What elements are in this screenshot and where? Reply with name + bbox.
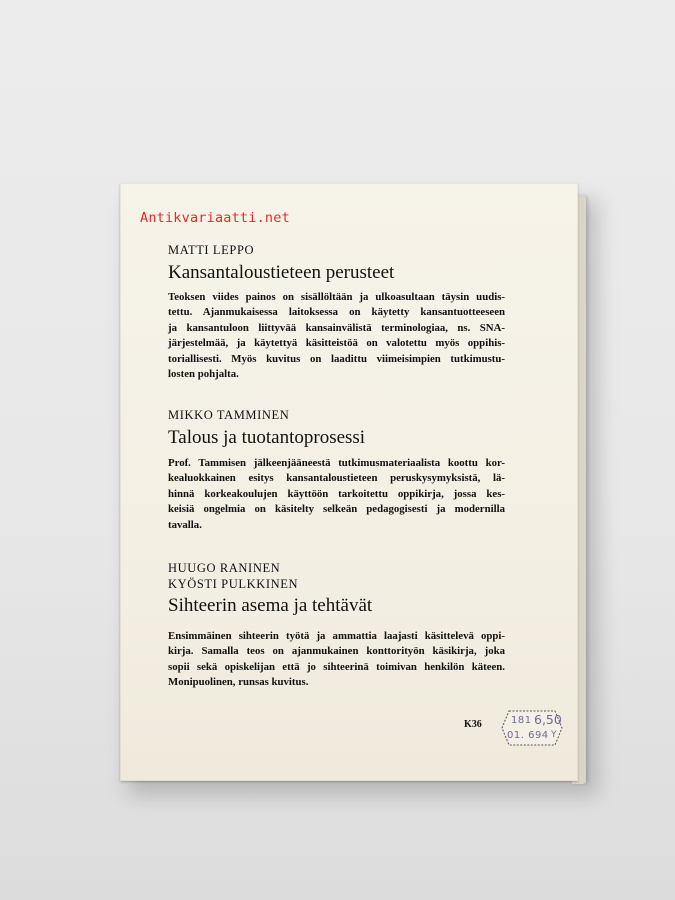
section-1-author: MATTI LEPPO bbox=[168, 243, 255, 257]
section-3-description bbox=[168, 629, 505, 691]
price-value: 6,50 bbox=[534, 712, 562, 727]
section-2-author: MIKKO TAMMINEN bbox=[168, 408, 290, 422]
section-1-line: ja kansantuloon liittyvää kansainvälistä terminologiaa, ns. SNA- bbox=[168, 321, 505, 334]
section-2-line: kealuokkainen esitys kansantaloustieteen peruskysymyksistä, lä- bbox=[168, 472, 505, 485]
section-1-line: Teoksen viides painos on sisällöltään ja ulkoasultaan täysin uudis- bbox=[168, 291, 505, 303]
section-2-line: tavalla. bbox=[168, 518, 202, 531]
section-3-title: Sihteerin asema ja tehtävät bbox=[168, 595, 373, 616]
section-3-line: sopii sekä opiskelijan että jo sihteerinä toimivan henkilön käteen. bbox=[168, 660, 505, 673]
section-3-author-1: HUUGO RANINEN bbox=[168, 561, 281, 575]
price-line2-right: Y bbox=[551, 730, 557, 740]
section-1-line: toriallisesti. Myös kuvitus on laadittu viimeisimpien tutkimustu- bbox=[168, 352, 505, 365]
section-3-line: Ensimmäinen sihteerin työtä ja ammattia laajasti käsittelevä oppi- bbox=[168, 630, 505, 642]
section-1-title: Kansantaloustieteen perusteet bbox=[168, 262, 395, 283]
section-2-line: hinnä korkeakoulujen käyttöön tarkoitettu oppikirja, jossa kes- bbox=[168, 487, 505, 500]
section-1-description bbox=[168, 290, 505, 382]
section-3-line: Monipuolinen, runsas kuvitus. bbox=[168, 676, 309, 689]
section-2-line: keisiä ongelmia on käsitelty selkeän pedagogisesti ja modernilla bbox=[168, 503, 505, 516]
section-2-line: Prof. Tammisen jälkeenjääneestä tutkimusmateriaalista koottu kor- bbox=[168, 457, 505, 469]
price-line2-left: 01. 694 bbox=[507, 730, 549, 741]
section-1-line: tettu. Ajanmukaisessa laitoksessa on käytetty kansantuotteeseen bbox=[168, 306, 505, 319]
price-sticker bbox=[501, 710, 563, 746]
price-line1-left: 181 bbox=[511, 715, 532, 726]
section-1-line: losten pohjalta. bbox=[168, 368, 239, 381]
section-2-description bbox=[168, 456, 505, 533]
section-3-author-2: KYÖSTI PULKKINEN bbox=[168, 577, 299, 591]
section-2-title: Talous ja tuotantoprosessi bbox=[168, 427, 366, 448]
section-3-line: kirja. Samalla teos on ajanmukainen konttorityön käsikirja, joka bbox=[168, 645, 505, 658]
watermark-text: Antikvariaatti.net bbox=[140, 210, 290, 226]
section-1-line: järjestelmää, ja käytettyä käsitteistöä on valotettu myös oppihis- bbox=[168, 337, 505, 350]
book-back-cover bbox=[120, 183, 578, 781]
catalog-code: K36 bbox=[464, 719, 482, 730]
